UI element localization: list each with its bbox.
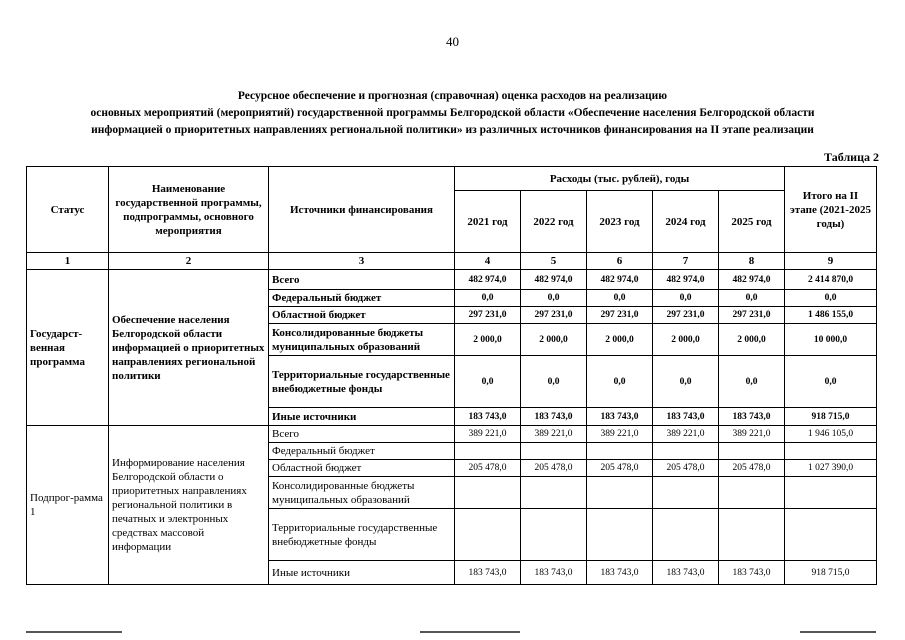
header-year: 2021 год bbox=[455, 191, 521, 253]
source-cell: Консолидированные бюджеты муниципальных образований bbox=[269, 477, 455, 509]
year-value-cell: 482 974,0 bbox=[653, 270, 719, 290]
year-value-cell: 2 000,0 bbox=[653, 324, 719, 356]
total-value-cell bbox=[785, 443, 877, 460]
year-value-cell: 0,0 bbox=[587, 356, 653, 408]
total-value-cell bbox=[785, 509, 877, 561]
year-value-cell bbox=[455, 443, 521, 460]
source-cell: Областной бюджет bbox=[269, 307, 455, 324]
status-cell: Государст-венная программа bbox=[27, 270, 109, 426]
year-value-cell: 183 743,0 bbox=[653, 408, 719, 426]
header-name: Наименование государственной программы, подпрограммы, основного мероприятия bbox=[109, 167, 269, 253]
table-row bbox=[27, 270, 877, 290]
source-cell: Территориальные государственные внебюджетные фонды bbox=[269, 509, 455, 561]
column-number: 4 bbox=[455, 253, 521, 270]
source-cell: Иные источники bbox=[269, 408, 455, 426]
year-value-cell: 2 000,0 bbox=[587, 324, 653, 356]
year-value-cell: 205 478,0 bbox=[719, 460, 785, 477]
year-value-cell: 389 221,0 bbox=[521, 426, 587, 443]
source-cell: Областной бюджет bbox=[269, 460, 455, 477]
bottom-divider bbox=[26, 631, 122, 633]
year-value-cell: 389 221,0 bbox=[719, 426, 785, 443]
year-value-cell: 205 478,0 bbox=[455, 460, 521, 477]
program-name-cell: Информирование населения Белгородской области о приоритетных направлениях региональной политики в печатных и электронных средствах массовой информации bbox=[109, 426, 269, 585]
year-value-cell: 297 231,0 bbox=[587, 307, 653, 324]
column-number: 2 bbox=[109, 253, 269, 270]
source-cell: Консолидированные бюджеты муниципальных образований bbox=[269, 324, 455, 356]
column-number: 5 bbox=[521, 253, 587, 270]
column-numbers-row bbox=[27, 253, 877, 270]
total-value-cell: 10 000,0 bbox=[785, 324, 877, 356]
year-value-cell: 183 743,0 bbox=[455, 408, 521, 426]
document-title bbox=[20, 88, 885, 139]
column-number: 8 bbox=[719, 253, 785, 270]
year-value-cell bbox=[587, 477, 653, 509]
source-cell: Территориальные государственные внебюджетные фонды bbox=[269, 356, 455, 408]
year-value-cell: 183 743,0 bbox=[653, 561, 719, 585]
year-value-cell: 183 743,0 bbox=[719, 408, 785, 426]
year-value-cell bbox=[653, 443, 719, 460]
header-status: Статус bbox=[27, 167, 109, 253]
year-value-cell bbox=[587, 509, 653, 561]
year-value-cell: 0,0 bbox=[719, 290, 785, 307]
year-value-cell: 183 743,0 bbox=[587, 561, 653, 585]
year-value-cell: 0,0 bbox=[653, 356, 719, 408]
year-value-cell: 205 478,0 bbox=[653, 460, 719, 477]
source-cell: Всего bbox=[269, 426, 455, 443]
column-number: 6 bbox=[587, 253, 653, 270]
title-line-1: Ресурсное обеспечение и прогнозная (справочная) оценка расходов на реализацию bbox=[237, 90, 668, 102]
total-value-cell: 0,0 bbox=[785, 356, 877, 408]
year-value-cell: 183 743,0 bbox=[719, 561, 785, 585]
year-value-cell: 482 974,0 bbox=[455, 270, 521, 290]
year-value-cell: 0,0 bbox=[653, 290, 719, 307]
year-value-cell: 297 231,0 bbox=[719, 307, 785, 324]
column-number: 3 bbox=[269, 253, 455, 270]
total-value-cell: 918 715,0 bbox=[785, 408, 877, 426]
year-value-cell bbox=[521, 443, 587, 460]
year-value-cell: 482 974,0 bbox=[587, 270, 653, 290]
source-cell: Федеральный бюджет bbox=[269, 443, 455, 460]
status-cell: Подпрог-рамма 1 bbox=[27, 426, 109, 585]
resource-table bbox=[26, 166, 877, 585]
year-value-cell: 2 000,0 bbox=[719, 324, 785, 356]
year-value-cell: 389 221,0 bbox=[587, 426, 653, 443]
year-value-cell: 389 221,0 bbox=[455, 426, 521, 443]
year-value-cell bbox=[719, 443, 785, 460]
title-line-3: информацией о приоритетных направлениях региональной политики» из различных источников финансирования на II этапе реализации bbox=[91, 124, 814, 136]
year-value-cell: 0,0 bbox=[521, 356, 587, 408]
year-value-cell bbox=[587, 443, 653, 460]
header-total: Итого на II этапе (2021-2025 годы) bbox=[785, 167, 877, 253]
bottom-divider bbox=[800, 631, 876, 633]
source-cell: Всего bbox=[269, 270, 455, 290]
total-value-cell: 1 486 155,0 bbox=[785, 307, 877, 324]
year-value-cell bbox=[653, 509, 719, 561]
year-value-cell: 183 743,0 bbox=[521, 561, 587, 585]
year-value-cell: 297 231,0 bbox=[455, 307, 521, 324]
source-cell: Федеральный бюджет bbox=[269, 290, 455, 307]
header-year: 2022 год bbox=[521, 191, 587, 253]
total-value-cell: 2 414 870,0 bbox=[785, 270, 877, 290]
header-source: Источники финансирования bbox=[269, 167, 455, 253]
year-value-cell: 297 231,0 bbox=[521, 307, 587, 324]
header-expenses: Расходы (тыс. рублей), годы bbox=[455, 167, 785, 191]
column-number: 7 bbox=[653, 253, 719, 270]
year-value-cell bbox=[521, 509, 587, 561]
year-value-cell: 183 743,0 bbox=[455, 561, 521, 585]
year-value-cell bbox=[521, 477, 587, 509]
year-value-cell bbox=[719, 477, 785, 509]
header-year: 2023 год bbox=[587, 191, 653, 253]
total-value-cell: 1 946 105,0 bbox=[785, 426, 877, 443]
year-value-cell bbox=[719, 509, 785, 561]
year-value-cell: 183 743,0 bbox=[521, 408, 587, 426]
year-value-cell: 2 000,0 bbox=[521, 324, 587, 356]
table-row bbox=[27, 426, 877, 443]
year-value-cell: 0,0 bbox=[521, 290, 587, 307]
page-number: 40 bbox=[446, 34, 459, 49]
column-number: 9 bbox=[785, 253, 877, 270]
year-value-cell: 297 231,0 bbox=[653, 307, 719, 324]
year-value-cell: 205 478,0 bbox=[521, 460, 587, 477]
year-value-cell bbox=[455, 477, 521, 509]
year-value-cell: 183 743,0 bbox=[587, 408, 653, 426]
program-name-cell: Обеспечение населения Белгородской области информацией о приоритетных направлениях региональной политики bbox=[109, 270, 269, 426]
year-value-cell: 0,0 bbox=[587, 290, 653, 307]
header-year: 2024 год bbox=[653, 191, 719, 253]
total-value-cell: 1 027 390,0 bbox=[785, 460, 877, 477]
year-value-cell: 482 974,0 bbox=[719, 270, 785, 290]
year-value-cell: 2 000,0 bbox=[455, 324, 521, 356]
table-label: Таблица 2 bbox=[824, 150, 879, 164]
column-number: 1 bbox=[27, 253, 109, 270]
total-value-cell bbox=[785, 477, 877, 509]
year-value-cell: 205 478,0 bbox=[587, 460, 653, 477]
year-value-cell bbox=[455, 509, 521, 561]
year-value-cell: 389 221,0 bbox=[653, 426, 719, 443]
year-value-cell: 482 974,0 bbox=[521, 270, 587, 290]
source-cell: Иные источники bbox=[269, 561, 455, 585]
year-value-cell: 0,0 bbox=[455, 290, 521, 307]
total-value-cell: 0,0 bbox=[785, 290, 877, 307]
year-value-cell bbox=[653, 477, 719, 509]
bottom-divider bbox=[420, 631, 520, 633]
year-value-cell: 0,0 bbox=[455, 356, 521, 408]
header-year: 2025 год bbox=[719, 191, 785, 253]
total-value-cell: 918 715,0 bbox=[785, 561, 877, 585]
year-value-cell: 0,0 bbox=[719, 356, 785, 408]
title-line-2: основных мероприятий (мероприятий) государственной программы Белгородской области «Обеспечение населения Белгородской области bbox=[90, 107, 815, 119]
